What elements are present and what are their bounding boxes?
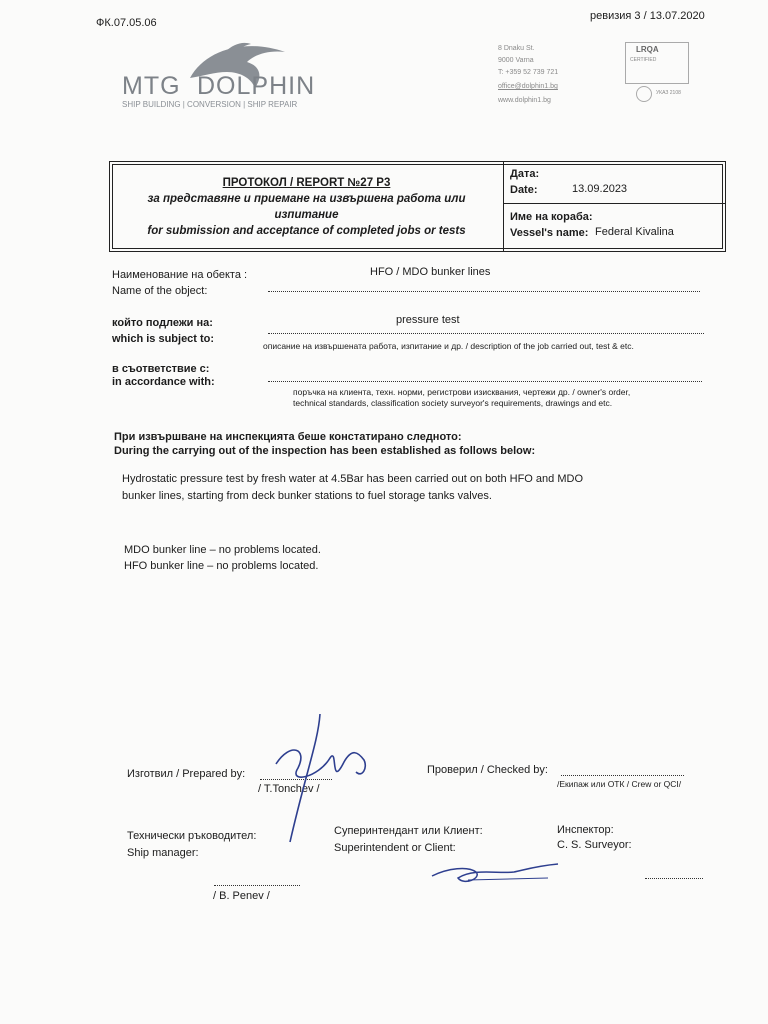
form-code: ФК.07.05.06 xyxy=(96,17,157,29)
report-header-box xyxy=(109,161,726,252)
vessel-value: Federal Kivalina xyxy=(595,226,674,238)
date-value: 13.09.2023 xyxy=(572,183,628,195)
object-label-bg: Наименование на обекта : xyxy=(112,269,248,281)
superintendent-label-bg: Суперинтендант или Клиент: xyxy=(334,825,483,837)
subject-label-bg: който подлежи на: xyxy=(112,317,213,329)
contact-line-5: www.dolphin1.bg xyxy=(498,97,551,104)
subject-value: pressure test xyxy=(396,314,460,326)
report-title: ПРОТОКОЛ / REPORT №27 Р3 xyxy=(222,177,391,189)
checked-label: Проверил / Checked by: xyxy=(427,764,548,776)
findings-heading-bg: При извършване на инспекцията беше констатирано следното: xyxy=(114,431,462,443)
contact-line-2: 9000 Varna xyxy=(498,57,534,64)
manager-name: / B. Penev / xyxy=(213,890,270,902)
manager-dotted-line xyxy=(214,885,300,886)
subject-note: описание на извършената работа, изпитание и др. / description of the job carried out, test & etc. xyxy=(263,341,634,351)
lrqa-sub: CERTIFIED xyxy=(630,57,657,63)
object-value: HFO / MDO bunker lines xyxy=(370,266,491,278)
inspector-dotted-line xyxy=(645,878,703,879)
accordance-label-bg: в съответствие с: xyxy=(112,363,210,375)
report-subtitle-bg: за представяне и приемане на извършена работа или xyxy=(147,193,466,205)
findings-heading-en: During the carrying out of the inspection has been established as follows below: xyxy=(114,445,536,457)
object-dotted-line xyxy=(268,291,700,292)
cert-badge-2: УКАЗ 2108 xyxy=(656,90,681,96)
accordance-label-en: in accordance with: xyxy=(112,376,215,388)
report-subtitle-en: for submission and acceptance of completed jobs or tests xyxy=(147,225,466,237)
superintendent-signature xyxy=(428,858,568,888)
logo-mtg: MTG xyxy=(122,72,181,100)
prepared-label: Изготвил / Prepared by: xyxy=(127,768,246,780)
inspector-label-bg: Инспектор: xyxy=(557,824,614,836)
contact-line-1: 8 Dnaku St. xyxy=(498,45,535,52)
contact-line-4: office@dolphin1.bg xyxy=(498,83,558,90)
report-subtitle-bg-2: изпитание xyxy=(274,209,339,221)
accordance-note-1: поръчка на клиента, техн. норми, регистрови изисквания, чертежи др. / owner's order, xyxy=(293,387,631,397)
accordance-dotted-line xyxy=(268,381,702,382)
lrqa-label: LRQA xyxy=(636,45,659,54)
checked-note: /Екипаж или ОТК / Crew or QCI/ xyxy=(557,779,682,789)
seal-icon xyxy=(636,86,652,102)
lrqa-badge xyxy=(625,42,689,84)
findings-para-line-2: bunker lines, starting from deck bunker stations to fuel storage tanks valves. xyxy=(122,490,492,502)
checked-dotted-line xyxy=(561,775,684,776)
vessel-label-en: Vessel's name: xyxy=(510,227,589,239)
superintendent-label-en: Superintendent or Client: xyxy=(334,842,456,854)
subject-dotted-line xyxy=(268,333,704,334)
date-label-bg: Дата: xyxy=(510,168,540,180)
date-label-en: Date: xyxy=(510,184,538,196)
findings-result-2: HFO bunker line – no problems located. xyxy=(124,560,319,572)
manager-label-en: Ship manager: xyxy=(127,847,199,859)
manager-label-bg: Технически ръководител: xyxy=(127,830,257,842)
vessel-label-bg: Име на кораба: xyxy=(510,211,593,223)
object-label-en: Name of the object: xyxy=(112,285,208,297)
revision-label: ревизия 3 / 13.07.2020 xyxy=(590,10,705,22)
logo-tagline: SHIP BUILDING | CONVERSION | SHIP REPAIR xyxy=(122,100,298,109)
inspector-label-en: C. S. Surveyor: xyxy=(557,839,632,851)
findings-result-1: MDO bunker line – no problems located. xyxy=(124,544,321,556)
accordance-note-2: technical standards, classification society surveyor's requirements, drawings and etc. xyxy=(293,398,613,408)
findings-para-line-1: Hydrostatic pressure test by fresh water at 4.5Bar has been carried out on both HFO and MDO xyxy=(122,473,583,485)
logo-dolphin: DOLPHIN xyxy=(197,72,316,100)
subject-label-en: which is subject to: xyxy=(112,333,215,345)
contact-line-3: T: +359 52 739 721 xyxy=(498,69,559,76)
prepared-name: / T.Tonchev / xyxy=(258,783,320,795)
